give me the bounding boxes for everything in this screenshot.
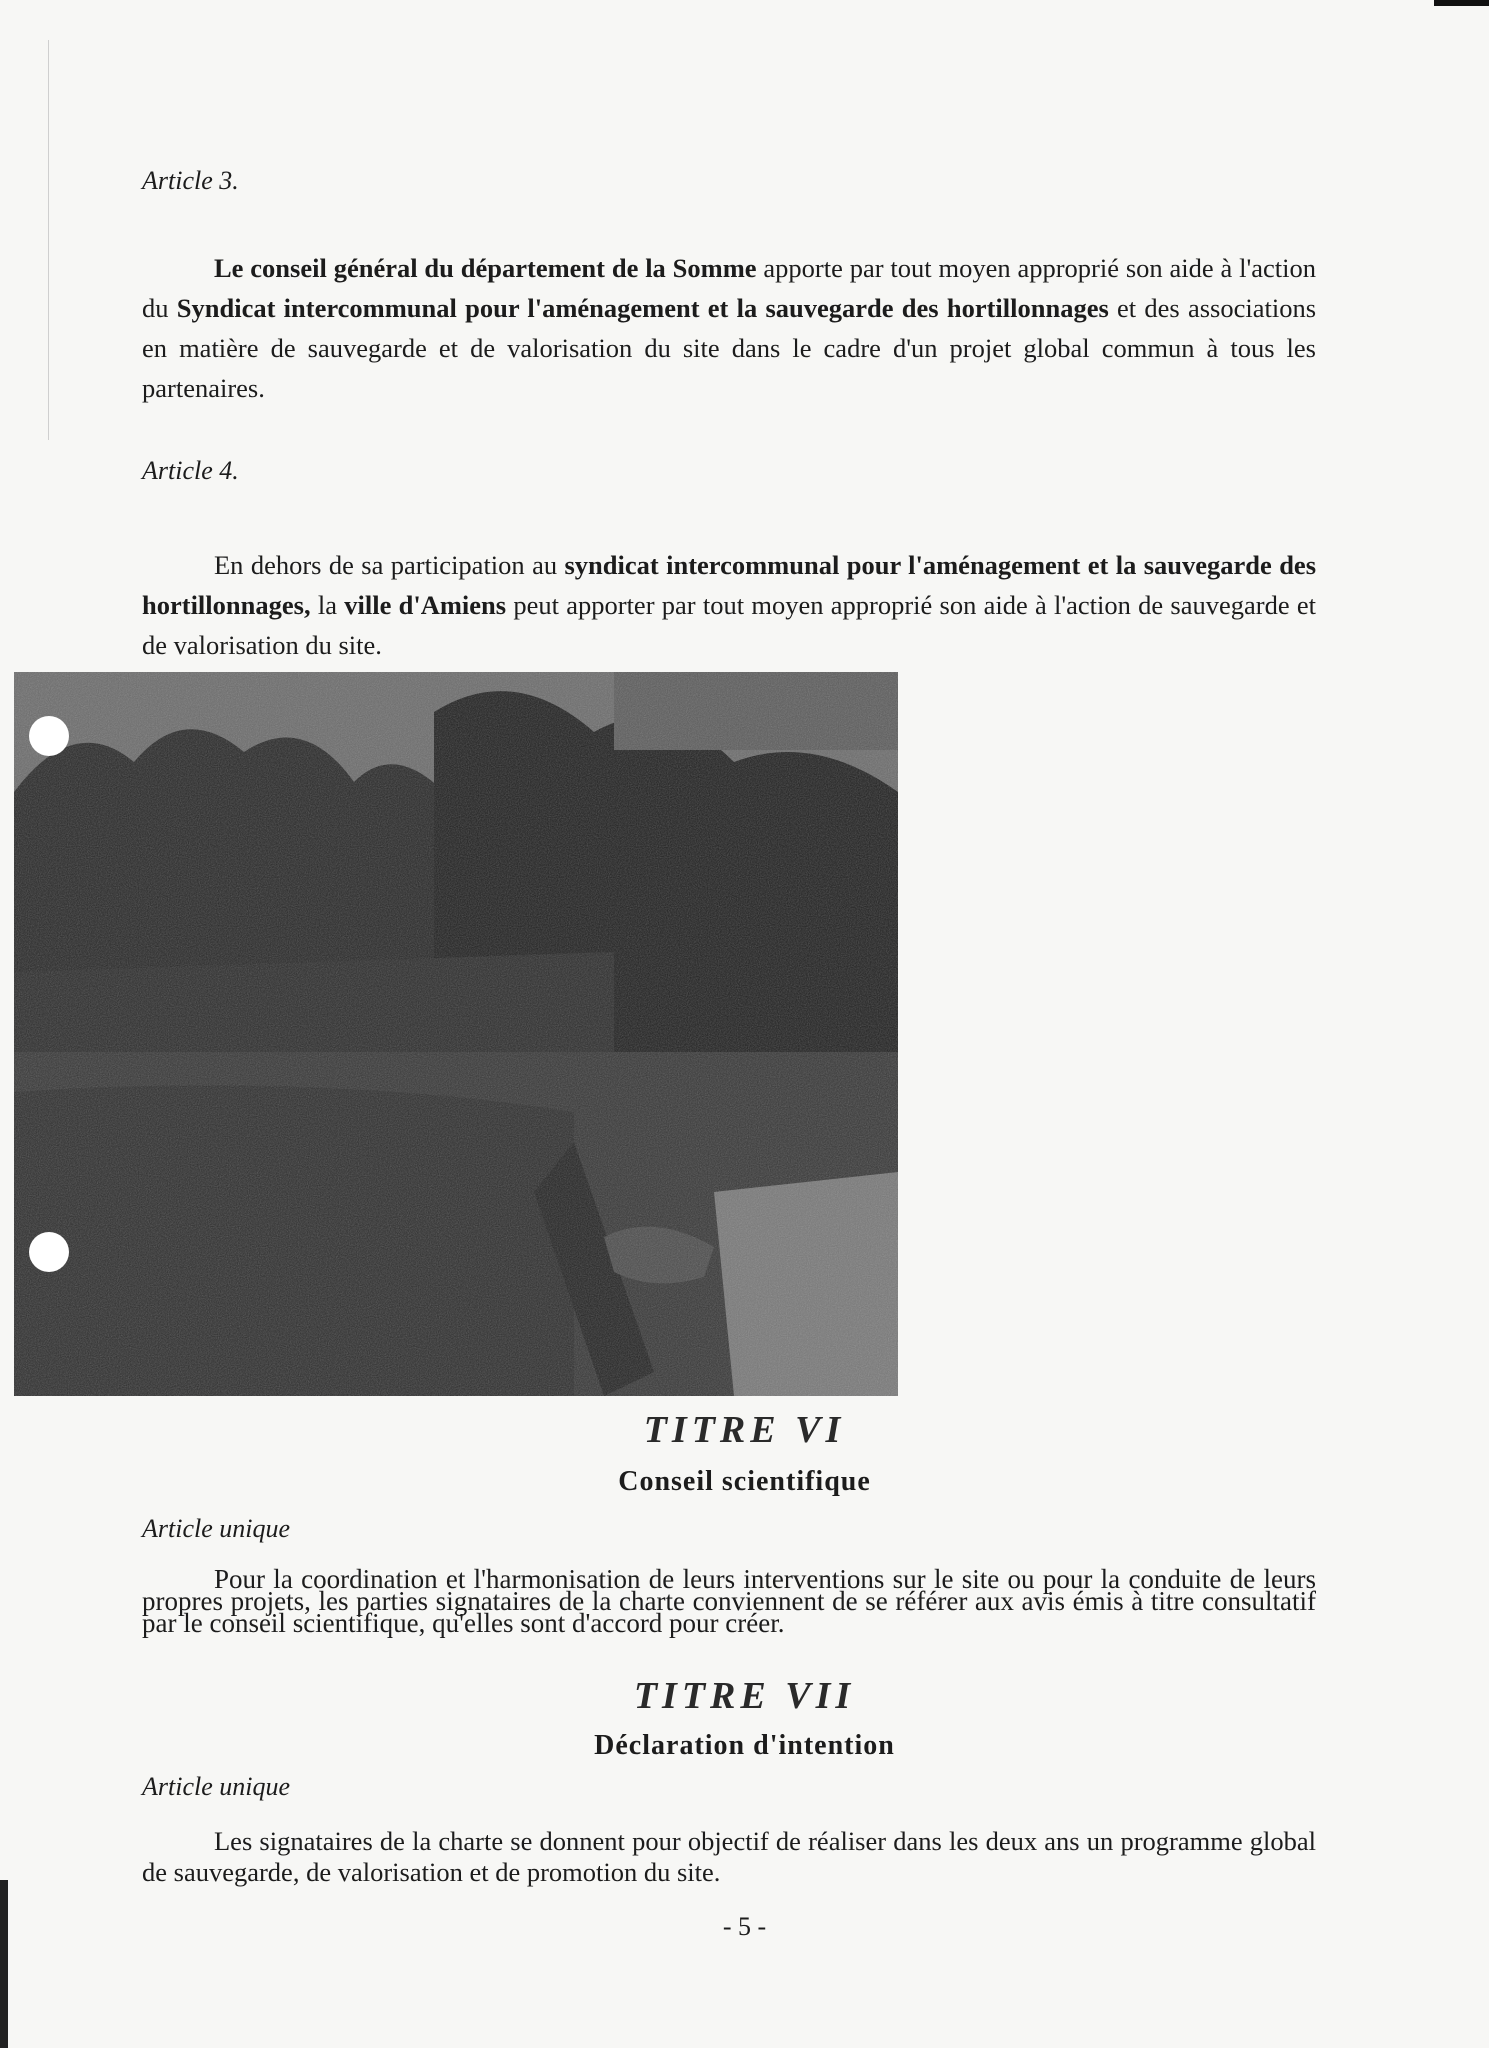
titre-7-body: Les signataires de la charte se donnent pour objectif de réaliser dans les deux ans un programme global de sauvegarde, de valorisation et de promotion du site. xyxy=(142,1826,1316,1887)
binder-hole-top xyxy=(29,716,69,756)
photo-illustration xyxy=(14,672,898,1396)
article-3-label: Article 3. xyxy=(142,166,239,195)
hortillonnages-photo xyxy=(14,672,898,1396)
scan-left-edge xyxy=(0,1880,8,2048)
titre-6-article-label: Article unique xyxy=(142,1514,291,1543)
titre-7-heading: TITRE VII xyxy=(633,1675,856,1717)
titre-6-body: Pour la coordination et l'harmonisation de leurs interventions sur le site ou pour la conduite de leurs propres projets, les parties signataires de la charte conviennent de se référer aux avis émis à titre consultatif par le conseil scientifique, qu'elles sont d'accord pour créer. xyxy=(142,1564,1316,1638)
titre-6-heading: TITRE VI xyxy=(643,1409,846,1451)
titre-7-subtitle: Déclaration d'intention xyxy=(594,1730,895,1761)
article-4-label: Article 4. xyxy=(142,456,239,485)
binder-hole-bottom xyxy=(29,1232,69,1272)
article-3-bold-2: Syndicat intercommunal pour l'aménagement et la sauvegarde des hortillonnages xyxy=(176,293,1109,323)
titre-7-article-label: Article unique xyxy=(142,1772,291,1801)
page-number: - 5 - xyxy=(722,1912,767,1941)
article-4-body: En dehors de sa participation au syndicat intercommunal pour l'aménagement et la sauvegarde des hortillonnages, la ville d'Amiens peut apporter par tout moyen approprié son aide à l'action de sauvegarde et de valorisation du site. xyxy=(142,550,1317,660)
article-3-bold-1: Le conseil général du département de la Somme xyxy=(214,253,757,283)
scan-edge-mark xyxy=(1434,0,1489,6)
titre-6-subtitle: Conseil scientifique xyxy=(618,1466,871,1497)
article-4-bold-1: syndicat intercommunal pour l'aménagement et la sauvegarde des hortillonnages, xyxy=(142,550,1317,620)
article-3-body: Le conseil général du département de la Somme apporte par tout moyen approprié son aide à l'action du Syndicat intercommunal pour l'aménagement et la sauvegarde des hortillonnages et des associations en matière de sauvegarde et de valorisation du site dans le cadre d'un projet global commun à tous les partenaires. xyxy=(142,253,1317,403)
margin-line xyxy=(48,40,49,440)
article-4-bold-2: ville d'Amiens xyxy=(344,590,507,620)
